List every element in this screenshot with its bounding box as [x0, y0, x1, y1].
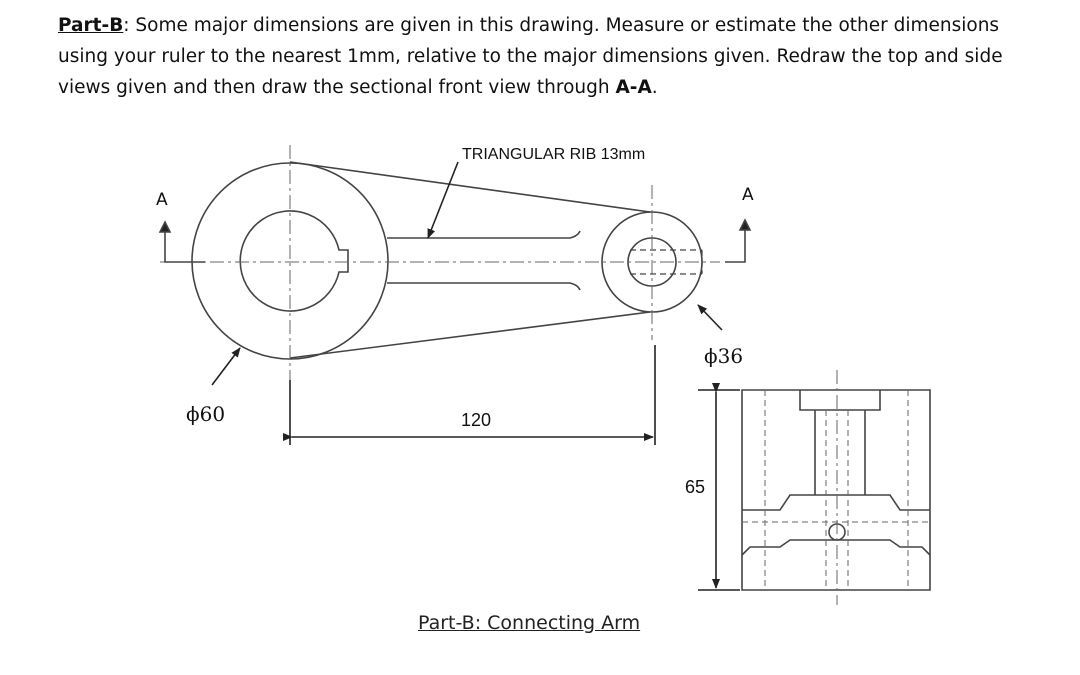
dim-large-diameter: ϕ60: [186, 402, 226, 426]
rib-lower-line: [387, 283, 580, 290]
figure-caption: Part-B: Connecting Arm: [418, 612, 641, 634]
side-view-top-boss: [800, 390, 880, 410]
instructions-paragraph: [58, 10, 1038, 103]
section-line-left: [165, 232, 205, 262]
side-view-rib: [815, 410, 865, 495]
dim-height: 65: [685, 477, 706, 497]
large-diameter-leader: [212, 348, 240, 385]
section-arrow-right: [740, 220, 750, 230]
instructions-end: .: [651, 77, 658, 98]
section-arrow-left: [160, 222, 170, 232]
rib-upper-line: [387, 231, 580, 238]
large-bore-keyway: [240, 211, 348, 311]
drawing-svg: [150, 140, 950, 610]
small-diameter-leader: [698, 305, 722, 330]
rib-note: TRIANGULAR RIB 13mm: [462, 146, 646, 163]
side-view-hidden-lines: [742, 390, 930, 590]
side-view-web-lower: [742, 540, 930, 555]
dim-small-diameter: ϕ36: [704, 344, 744, 368]
side-view-outline: [742, 390, 930, 590]
arm-bottom-edge: [290, 312, 650, 358]
instructions-text: : Some major dimensions are given in this drawing. Measure or estimate the other dimensions using your ruler to the nearest 1mm, relative to the major dimensions given. Redraw the top and side views given and then draw the sectional front view through: [58, 15, 1003, 98]
connecting-arm-drawing: [150, 140, 950, 610]
section-mark-left: A: [156, 190, 168, 210]
part-label: Part-B: [58, 15, 124, 36]
section-line-right: [725, 230, 745, 262]
arm-top-edge: [290, 162, 650, 212]
side-view-web-upper: [742, 495, 930, 510]
dim-center-distance: 120: [461, 410, 492, 430]
section-reference: A-A: [615, 77, 652, 98]
rib-leader: [428, 162, 458, 238]
section-mark-right: A: [742, 185, 754, 205]
